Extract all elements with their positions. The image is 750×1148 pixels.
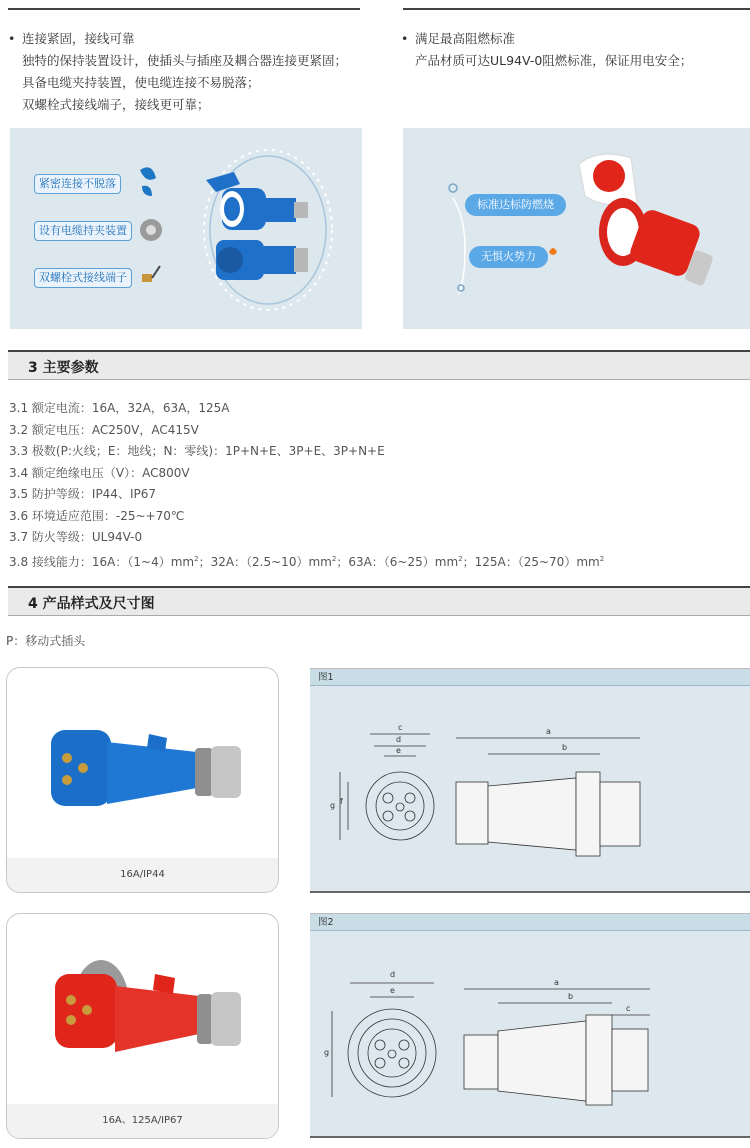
red-socket-illustration xyxy=(403,128,750,329)
svg-text:d: d xyxy=(396,735,402,744)
feature-label: 双螺栓式接线端子 xyxy=(34,268,132,288)
param-item: 3.3 极数(P:火线；E：地线；N：零线)：1P+N+E、3P+E、3P+N+E xyxy=(9,444,385,458)
drawing-2 xyxy=(310,931,750,1137)
section-header xyxy=(8,350,750,380)
param-item: 3.2 额定电压：AC250V，AC415V xyxy=(9,422,199,437)
section-header xyxy=(8,586,750,616)
svg-text:b: b xyxy=(568,992,574,1001)
feature-line: 具备电缆夹持装置，使电缆连接不易脱落； xyxy=(22,75,260,90)
svg-text:e: e xyxy=(390,986,395,995)
product-caption: 16A、125A/IP67 xyxy=(7,1104,278,1138)
svg-text:f: f xyxy=(340,797,343,806)
svg-text:d: d xyxy=(390,970,396,979)
svg-text:e: e xyxy=(396,746,401,755)
product-caption: 16A/IP44 xyxy=(7,858,278,892)
feature-line: 独特的保持装置设计，使插头与插座及耦合器连接更紧固； xyxy=(22,53,348,68)
drawing-title: 图1 xyxy=(310,669,750,686)
param-item: 3.5 防护等级：IP44、IP67 xyxy=(9,487,156,501)
param-item: 3.7 防火等级：UL94V-0 xyxy=(9,530,143,544)
svg-text:c: c xyxy=(626,1004,631,1013)
feature-title: 满足最高阻燃标准 xyxy=(415,31,516,46)
params-list xyxy=(9,398,604,573)
feature-label: 标准达标防燃烧 xyxy=(465,194,566,216)
feature-label: 无惧火势力 xyxy=(469,246,548,268)
product-card xyxy=(6,913,279,1139)
section-title: 4 产品样式及尺寸图 xyxy=(28,596,155,612)
feature-label: 紧密连接不脱落 xyxy=(34,174,121,194)
feature-title: 连接紧固，接线可靠 xyxy=(22,31,135,46)
blue-plug-image xyxy=(7,668,279,858)
svg-text:b: b xyxy=(562,743,568,752)
feature-label: 设有电缆持夹装置 xyxy=(34,221,132,241)
svg-text:g: g xyxy=(324,1048,330,1057)
top-rule-right xyxy=(403,8,750,10)
param-item: 3.6 环境适应范围：-25~+70℃ xyxy=(9,508,185,523)
feature-image-left xyxy=(10,128,362,329)
svg-text:a: a xyxy=(546,727,551,736)
feature-line: 双螺栓式接线端子，接线更可靠； xyxy=(22,97,210,112)
param-item: 3.8 接线能力：16A：$(1\sim 4)mm^2$；32A：$(2.5\sim 10)mm^2$；63A：$(6\sim 25)mm^2$；125A：$(25\sim 70)mm^2$ xyxy=(9,554,605,569)
svg-text:g: g xyxy=(330,801,336,810)
red-plug-image xyxy=(7,914,279,1104)
section-title: 3 主要参数 xyxy=(28,360,99,376)
subtitle: P：移动式插头 xyxy=(6,634,86,648)
drawing-title: 图2 xyxy=(310,914,750,931)
top-rule-left xyxy=(8,8,360,10)
product-card xyxy=(6,667,279,893)
feature-image-right xyxy=(403,128,750,329)
feature-line: 产品材质可达UL94V-0阻燃标准，保证用电安全； xyxy=(415,53,693,68)
svg-text:a: a xyxy=(554,978,559,987)
feature-right: • 满足最高阻燃标准 产品材质可达UL94V-0阻燃标准，保证用电安全； xyxy=(415,28,692,72)
param-item: 3.4 额定绝缘电压（V）：AC800V xyxy=(9,465,190,480)
param-item: 3.1 额定电流：16A，32A，63A，125A xyxy=(9,401,230,415)
drawing-panel xyxy=(310,913,750,1138)
drawing-panel xyxy=(310,668,750,893)
drawing-1 xyxy=(310,686,750,892)
feature-left: • 连接紧固，接线可靠 独特的保持装置设计，使插头与插座及耦合器连接更紧固； 具备电缆夹持装置，使电缆连接不易脱落； 双螺栓式接线端子，接线更可靠； xyxy=(22,28,347,116)
svg-text:c: c xyxy=(398,723,403,732)
